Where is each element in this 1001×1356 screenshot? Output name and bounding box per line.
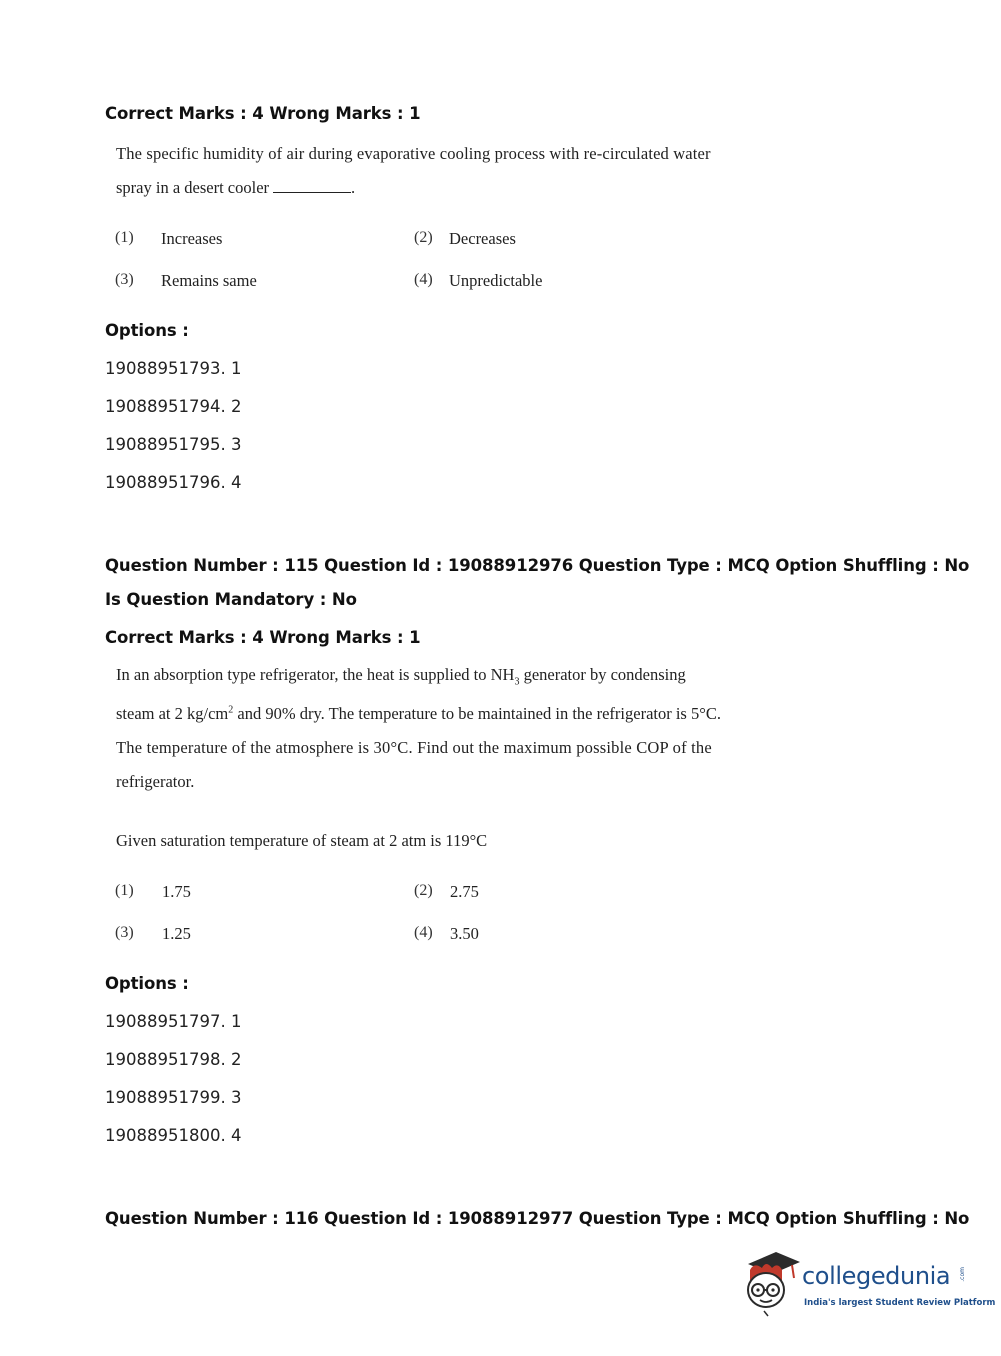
q114-text-line2: spray in a desert cooler . (116, 178, 356, 197)
logo-wordmark: collegedunia (802, 1262, 951, 1290)
q115-text-line4: refrigerator. (116, 772, 195, 791)
q116-header: Question Number : 116 Question Id : 19088912977 Question Type : MCQ Option Shuffling : No (105, 1209, 970, 1228)
q114-choice-3-num: (3) (115, 271, 134, 288)
q115-choice-3-num: (3) (115, 924, 134, 941)
q114-choice-4-num: (4) (414, 271, 433, 288)
q114-option-1: 19088951793. 1 (105, 359, 242, 378)
q115-mandatory: Is Question Mandatory : No (105, 590, 357, 609)
q115-choice-3-text: 1.25 (162, 924, 191, 943)
q115-choice-4-text: 3.50 (450, 924, 479, 943)
q115-choice-2-text: 2.75 (450, 882, 479, 901)
q114-option-3: 19088951795. 3 (105, 435, 242, 454)
q115-choice-1-text: 1.75 (162, 882, 191, 901)
q114-options-label: Options : (105, 321, 189, 340)
q115-text-line3: The temperature of the atmosphere is 30°C. Find out the maximum possible COP of the (116, 738, 712, 757)
q114-marks: Correct Marks : 4 Wrong Marks : 1 (105, 104, 421, 123)
logo-tagline: India's largest Student Review Platform (804, 1298, 996, 1308)
q114-option-4: 19088951796. 4 (105, 473, 242, 492)
q115-choice-1-num: (1) (115, 882, 134, 899)
collegedunia-logo (740, 1248, 996, 1318)
logo-com: .com (959, 1267, 966, 1282)
q115-options-label: Options : (105, 974, 189, 993)
q115-text-line1: In an absorption type refrigerator, the heat is supplied to $NH_3$ generator by condensing (116, 665, 686, 688)
q114-choice-3-text: Remains same (161, 271, 257, 290)
q115-option-4: 19088951800. 4 (105, 1126, 242, 1145)
q114-choice-4-text: Unpredictable (449, 271, 543, 290)
q115-text-line2: steam at 2 $kg/cm^2$ and 90% dry. The temperature to be maintained in the refrigerator is 5°C. (116, 704, 721, 723)
q114-option-2: 19088951794. 2 (105, 397, 242, 416)
q115-given: Given saturation temperature of steam at 2 atm is 119°C (116, 831, 488, 850)
q114-choice-2-text: Decreases (449, 229, 516, 248)
q115-choice-4-num: (4) (414, 924, 433, 941)
q114-choice-2-num: (2) (414, 229, 433, 246)
q115-option-2: 19088951798. 2 (105, 1050, 242, 1069)
q115-marks: Correct Marks : 4 Wrong Marks : 1 (105, 628, 421, 647)
q114-choice-1-text: Increases (161, 229, 223, 248)
q115-header: Question Number : 115 Question Id : 19088912976 Question Type : MCQ Option Shuffling : No (105, 556, 970, 575)
q114-text-line1: The specific humidity of air during evaporative cooling process with re-circulated water (116, 144, 711, 163)
q115-option-1: 19088951797. 1 (105, 1012, 242, 1031)
q115-choice-2-num: (2) (414, 882, 433, 899)
q114-choice-1-num: (1) (115, 229, 134, 246)
mascot-icon (740, 1248, 804, 1318)
answer-blank (273, 192, 351, 193)
q115-option-3: 19088951799. 3 (105, 1088, 242, 1107)
